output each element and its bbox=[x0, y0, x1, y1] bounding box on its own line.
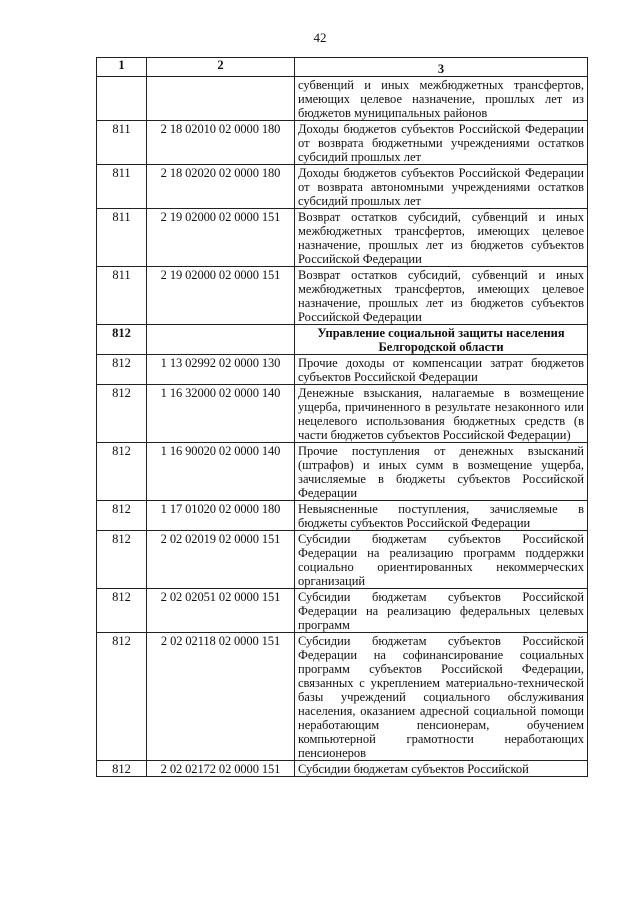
table-body bbox=[97, 77, 588, 777]
administrator-code-cell: 812 bbox=[97, 531, 147, 589]
revenue-name-cell: Субсидии бюджетам субъектов Российской Федерации на реализацию программ поддержки социально ориентированных некоммерческих организаций bbox=[295, 531, 588, 589]
table-row bbox=[97, 121, 588, 165]
administrator-code-cell: 811 bbox=[97, 165, 147, 209]
revenue-name-cell: Возврат остатков субсидий, субвенций и иных межбюджетных трансфертов, имеющих целевое назначение, прошлых лет из бюджетов субъектов Российской Федерации bbox=[295, 209, 588, 267]
revenue-name-cell: Прочие поступления от денежных взысканий (штрафов) и иных сумм в возмещение ущерба, зачисляемые в бюджеты субъектов Российской Федерации bbox=[295, 443, 588, 501]
table-row bbox=[97, 209, 588, 267]
section-header-row bbox=[97, 325, 588, 355]
column-header-3: 3 bbox=[295, 58, 588, 77]
administrator-code-cell: 811 bbox=[97, 267, 147, 325]
table-header-row bbox=[97, 58, 588, 77]
budget-classification-code-cell: 2 02 02172 02 0000 151 bbox=[147, 761, 295, 777]
revenue-name-cell: Субсидии бюджетам субъектов Российской bbox=[295, 761, 588, 777]
table-row bbox=[97, 761, 588, 777]
revenue-name-cell: Субсидии бюджетам субъектов Российской Федерации на реализацию федеральных целевых программ bbox=[295, 589, 588, 633]
budget-classification-code-cell: 1 13 02992 02 0000 130 bbox=[147, 355, 295, 385]
budget-classification-code-cell: 2 02 02051 02 0000 151 bbox=[147, 589, 295, 633]
administrator-code-cell: 812 bbox=[97, 443, 147, 501]
administrator-code-cell: 811 bbox=[97, 121, 147, 165]
administrator-code-cell: 812 bbox=[97, 325, 147, 355]
budget-classification-code-cell: 2 19 02000 02 0000 151 bbox=[147, 209, 295, 267]
budget-classification-code-cell: 2 02 02118 02 0000 151 bbox=[147, 633, 295, 761]
revenue-name-cell: Возврат остатков субсидий, субвенций и иных межбюджетных трансфертов, имеющих целевое назначение, прошлых лет из бюджетов субъектов Российской Федерации bbox=[295, 267, 588, 325]
budget-classification-code-cell: 2 18 02010 02 0000 180 bbox=[147, 121, 295, 165]
budget-classification-code-cell: 2 19 02000 02 0000 151 bbox=[147, 267, 295, 325]
revenue-name-cell: Невыясненные поступления, зачисляемые в бюджеты субъектов Российской Федерации bbox=[295, 501, 588, 531]
budget-classification-code-cell: 1 17 01020 02 0000 180 bbox=[147, 501, 295, 531]
budget-classification-code-cell: 2 02 02019 02 0000 151 bbox=[147, 531, 295, 589]
table-row bbox=[97, 531, 588, 589]
administrator-code-cell: 812 bbox=[97, 355, 147, 385]
section-title-cell: Управление социальной защиты населения Белгородской области bbox=[295, 325, 588, 355]
revenue-name-cell: Доходы бюджетов субъектов Российской Федерации от возврата бюджетными учреждениями остатков субсидий прошлых лет bbox=[295, 121, 588, 165]
revenue-name-cell: Денежные взыскания, налагаемые в возмещение ущерба, причиненного в результате незаконного или нецелевого использования бюджетных средств (в части бюджетов субъектов Российской Федерации) bbox=[295, 385, 588, 443]
administrator-code-cell: 812 bbox=[97, 385, 147, 443]
administrator-code-cell: 812 bbox=[97, 633, 147, 761]
administrator-code-cell: 812 bbox=[97, 589, 147, 633]
table-row bbox=[97, 355, 588, 385]
budget-classification-code-cell: 2 18 02020 02 0000 180 bbox=[147, 165, 295, 209]
administrator-code-cell: 812 bbox=[97, 761, 147, 777]
budget-classification-code-cell: 1 16 32000 02 0000 140 bbox=[147, 385, 295, 443]
table-row bbox=[97, 267, 588, 325]
revenue-name-cell: Субсидии бюджетам субъектов Российской Федерации на софинансирование социальных программ субъектов Российской Федерации, связанных с укреплением материально-технической базы учреждений социального обслуживания населения, оказанием адресной социальной помощи неработающим пенсионерам, обучением компьютерной грамотности неработающих пенсионеров bbox=[295, 633, 588, 761]
table-row bbox=[97, 589, 588, 633]
budget-classification-code-cell bbox=[147, 77, 295, 121]
revenue-name-cell: субвенций и иных межбюджетных трансфертов, имеющих целевое назначение, прошлых лет из бюджетов муниципальных районов bbox=[295, 77, 588, 121]
table-row bbox=[97, 443, 588, 501]
administrator-code-cell: 812 bbox=[97, 501, 147, 531]
table-row bbox=[97, 633, 588, 761]
revenue-classification-table bbox=[96, 57, 588, 777]
table-row bbox=[97, 165, 588, 209]
table-row bbox=[97, 77, 588, 121]
budget-classification-code-cell bbox=[147, 325, 295, 355]
column-header-1: 1 bbox=[97, 58, 147, 77]
administrator-code-cell: 811 bbox=[97, 209, 147, 267]
administrator-code-cell bbox=[97, 77, 147, 121]
revenue-name-cell: Доходы бюджетов субъектов Российской Федерации от возврата автономными учреждениями остатков субсидий прошлых лет bbox=[295, 165, 588, 209]
budget-classification-code-cell: 1 16 90020 02 0000 140 bbox=[147, 443, 295, 501]
table-row bbox=[97, 385, 588, 443]
page-number: 42 bbox=[313, 30, 327, 45]
revenue-name-cell: Прочие доходы от компенсации затрат бюджетов субъектов Российской Федерации bbox=[295, 355, 588, 385]
column-header-2: 2 bbox=[147, 58, 295, 77]
table-row bbox=[97, 501, 588, 531]
